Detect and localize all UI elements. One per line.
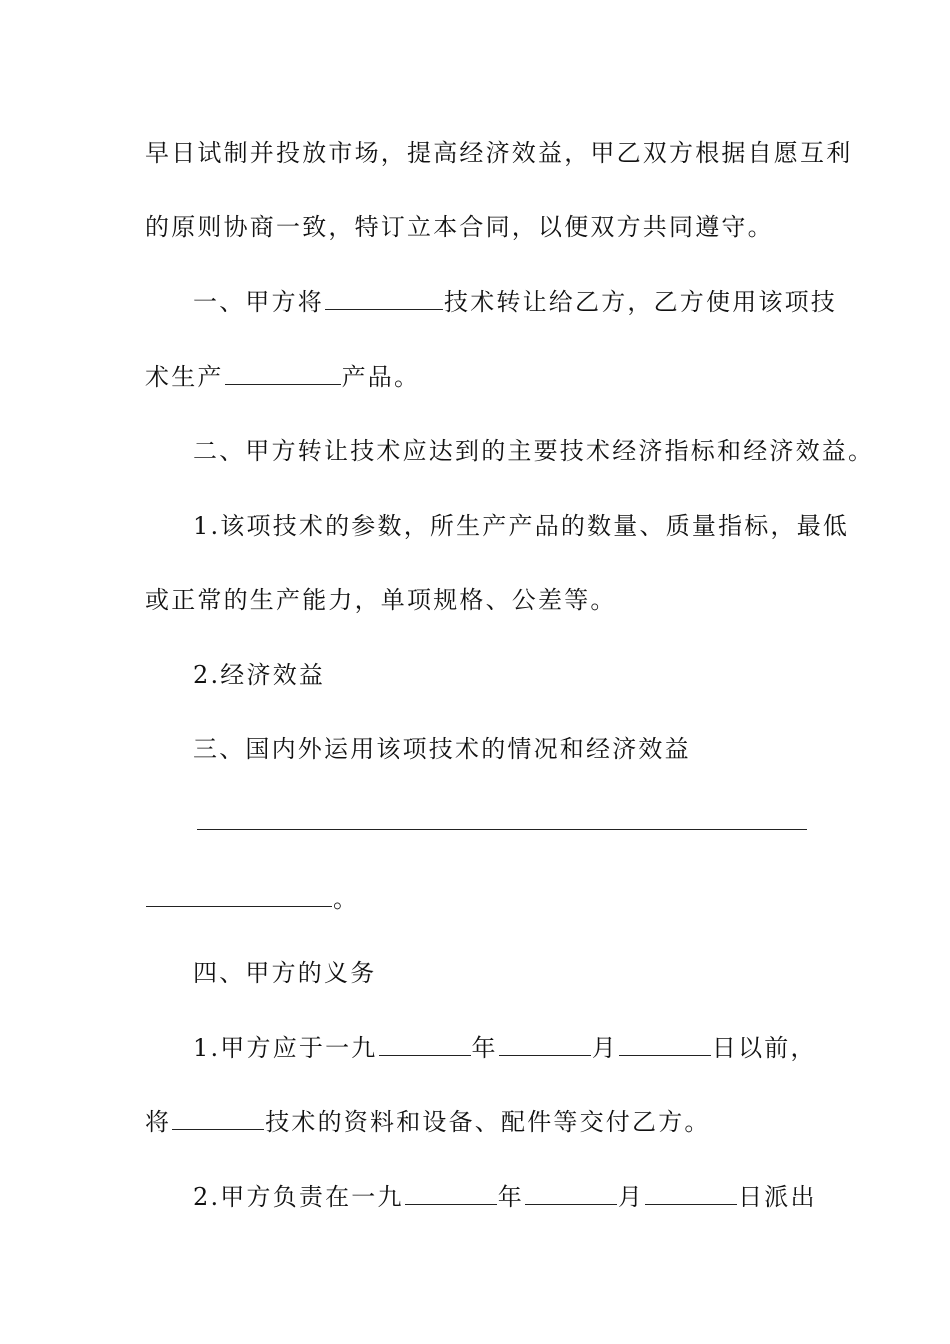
product-name-blank[interactable] xyxy=(225,362,341,385)
fill-in-rule-continuation xyxy=(145,884,807,914)
technology-name-blank[interactable] xyxy=(325,287,443,310)
clause-3-heading: 三、国内外运用该项技术的情况和经济效益 xyxy=(193,735,691,763)
technology-blank[interactable] xyxy=(172,1107,264,1130)
clause-4-item-2 xyxy=(193,1182,817,1212)
day-blank[interactable] xyxy=(645,1182,737,1205)
clause-2-item-2: 2.经济效益 xyxy=(193,661,326,689)
clause-4-item-2-after: 日派出 xyxy=(738,1183,817,1211)
year-blank[interactable] xyxy=(379,1033,471,1056)
clause-1-cont-before: 术生产 xyxy=(145,363,224,391)
clause-4-item-1-after: 日以前， xyxy=(711,1034,817,1062)
clause-1-text-before: 一、甲方将 xyxy=(193,288,324,316)
clause-1-text-after: 技术转让给乙方，乙方使用该项技 xyxy=(444,288,837,316)
clause-4-item-1 xyxy=(193,1033,817,1063)
month-label: 月 xyxy=(591,1034,618,1062)
clause-2-item-1: 1.该项技术的参数，所生产产品的数量、质量指标，最低 xyxy=(193,512,850,540)
clause-4-item-1-cont-after: 技术的资料和设备、配件等交付乙方。 xyxy=(265,1108,711,1136)
clause-2-heading: 二、甲方转让技术应达到的主要技术经济指标和经济效益。 xyxy=(193,437,875,465)
fill-in-end-mark: 。 xyxy=(333,885,360,913)
year-blank[interactable] xyxy=(405,1182,497,1205)
clause-1-cont-after: 产品。 xyxy=(341,363,421,391)
clause-1-line xyxy=(193,287,837,317)
year-label: 年 xyxy=(497,1183,524,1211)
month-label: 月 xyxy=(617,1183,645,1211)
clause-1-continuation xyxy=(145,362,807,392)
paragraph-line: 早日试制并投放市场，提高经济效益，甲乙双方根据自愿互利 xyxy=(145,139,853,167)
fill-in-rule[interactable] xyxy=(197,829,807,830)
clause-4-item-1-before: 1.甲方应于一九 xyxy=(193,1034,378,1062)
year-label: 年 xyxy=(471,1034,498,1062)
day-blank[interactable] xyxy=(619,1033,711,1056)
clause-4-heading: 四、甲方的义务 xyxy=(193,959,377,987)
paragraph-line: 的原则协商一致，特订立本合同，以便双方共同遵守。 xyxy=(145,213,774,241)
clause-2-item-1-continuation: 或正常的生产能力，单项规格、公差等。 xyxy=(145,586,617,614)
month-blank[interactable] xyxy=(525,1182,617,1205)
clause-4-item-1-continuation xyxy=(145,1107,807,1137)
clause-4-item-2-before: 2.甲方负责在一九 xyxy=(193,1183,404,1211)
month-blank[interactable] xyxy=(499,1033,591,1056)
fill-in-blank[interactable] xyxy=(146,884,332,907)
clause-4-item-1-cont-before: 将 xyxy=(145,1108,172,1136)
